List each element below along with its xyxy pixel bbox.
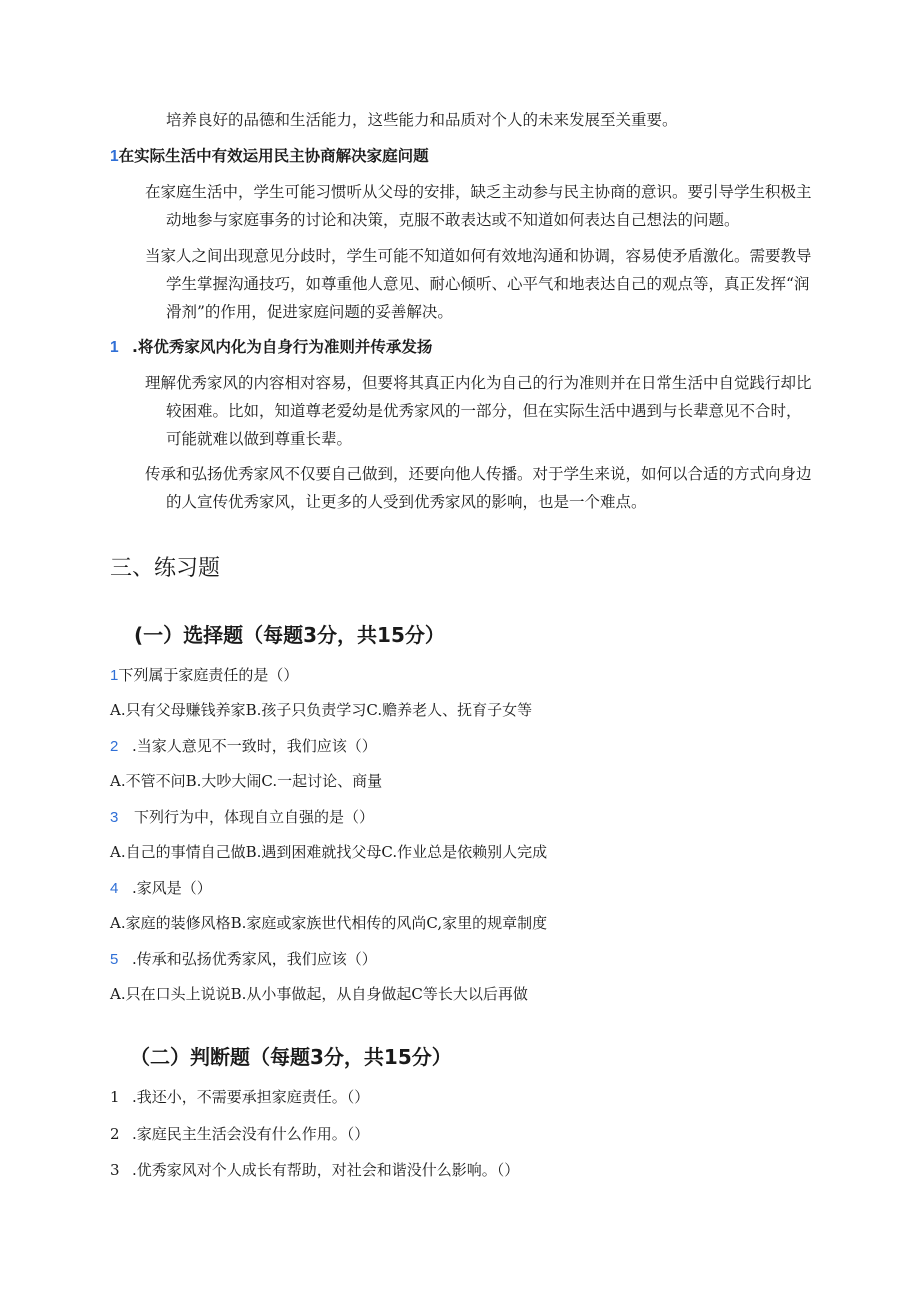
question-item [110,735,377,756]
paragraph-line: 动地参与家庭事务的讨论和决策，克服不敢表达或不知道如何表达自己想法的问题。 [166,211,740,229]
question-text: .我还小，不需要承担家庭责任。（） [132,1088,370,1106]
question-options: A.自己的事情自己做B.遇到困难就找父母C.作业总是依赖别人完成 [110,843,548,861]
paragraph-line: 的人宣传优秀家风，让更多的人受到优秀家风的影响，也是一个难点。 [166,493,647,511]
question-item [110,948,377,969]
question-number: 1 [110,1088,120,1106]
intro-line: 培养良好的品德和生活能力，这些能力和品质对个人的未来发展至关重要。 [166,111,678,129]
section-number: 1 [110,339,119,356]
choice-section-title: (一）选择题（每题3分，共15分） [134,623,445,647]
question-text: .家风是（） [132,879,212,897]
question-item [110,806,374,827]
judge-section-title: （二）判断题（每题3分，共15分） [130,1045,452,1069]
paragraph-line: 当家人之间出现意见分歧时，学生可能不知道如何有效地沟通和协调，容易使矛盾激化。需要教导 [145,247,812,265]
question-options: A.只在口头上说说B.从小事做起，从自身做起C等长大以后再做 [110,985,528,1003]
paragraph-line: 理解优秀家风的内容相对容易，但要将其真正内化为自己的行为准则并在日常生活中自觉践行却比 [145,374,812,392]
question-text: .优秀家风对个人成长有帮助，对社会和谐没什么影响。（） [132,1161,520,1179]
question-item [110,877,212,898]
question-text: 下列行为中，体现自立自强的是（） [134,808,375,826]
question-text: .家庭民主生活会没有什么作用。（） [132,1125,370,1143]
paragraph-line: 传承和弘扬优秀家风不仅要自己做到，还要向他人传播。对于学生来说，如何以合适的方式向身边 [145,465,812,483]
question-item [110,1123,369,1144]
question-number: 4 [110,880,119,897]
section-heading-democratic [110,142,429,171]
paragraph-line: 较困难。比如，知道尊老爱幼是优秀家风的一部分，但在实际生活中遇到与长辈意见不合时， [166,402,802,420]
question-number: 3 [110,1161,120,1179]
question-number: 2 [110,1125,120,1143]
question-options: A.不管不问B.大吵大闹C.一起讨论、商量 [110,772,383,790]
question-number: 3 [110,809,119,826]
question-text: .当家人意见不一致时，我们应该（） [132,737,377,755]
question-options: A.只有父母赚钱养家B.孩子只负责学习C.赡养老人、抚育子女等 [110,701,533,719]
section-number: 1 [110,148,119,165]
question-text: 下列属于家庭责任的是（） [118,666,299,684]
exercises-title: 三、练习题 [110,556,221,581]
question-item [110,1086,369,1107]
question-number: 5 [110,951,119,968]
question-item [110,664,298,685]
question-item [110,1159,519,1180]
section-heading-family-style [110,333,432,362]
question-options: A.家庭的装修风格B.家庭或家族世代相传的风尚C,家里的规章制度 [110,914,548,932]
paragraph-line: 在家庭生活中，学生可能习惯听从父母的安排，缺乏主动参与民主协商的意识。要引导学生积极主 [145,183,812,201]
paragraph-line: 可能就难以做到尊重长辈。 [166,430,353,448]
question-number: 2 [110,738,119,755]
question-text: .传承和弘扬优秀家风，我们应该（） [132,950,377,968]
section-title: 在实际生活中有效运用民主协商解决家庭问题 [118,147,429,165]
paragraph-line: 学生掌握沟通技巧，如尊重他人意见、耐心倾听、心平气和地表达自己的观点等，真正发挥“润 [166,275,810,293]
paragraph-line: 滑剂”的作用，促进家庭问题的妥善解决。 [166,303,453,321]
question-number: 1 [110,667,119,684]
section-title: .将优秀家风内化为自身行为准则并传承发扬 [132,338,433,356]
